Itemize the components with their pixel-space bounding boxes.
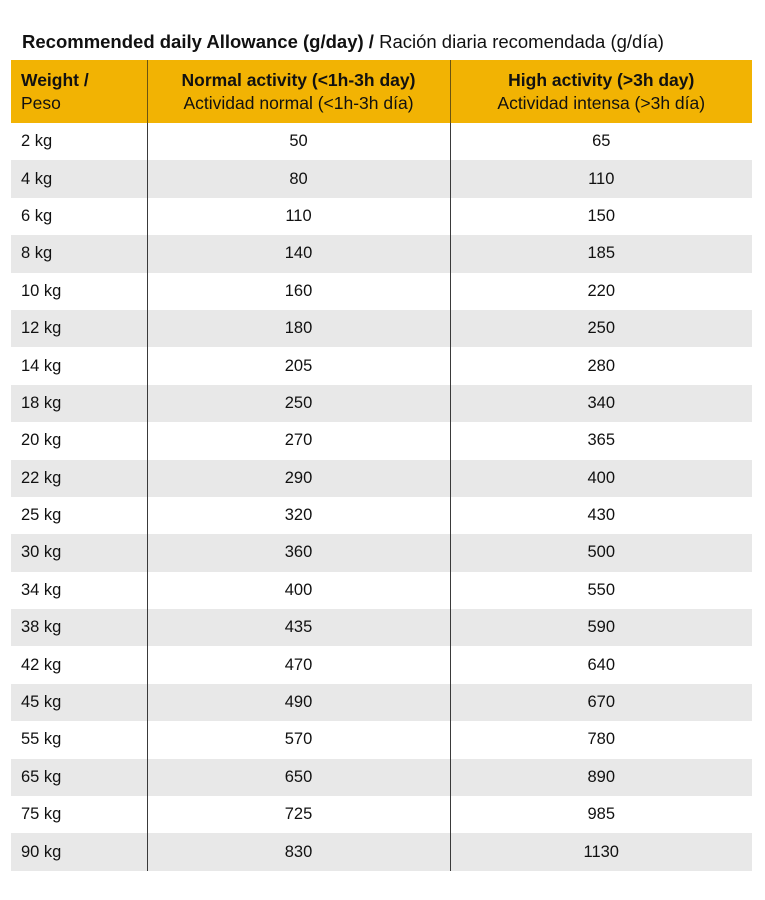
normal-activity-cell: 50 [147, 123, 450, 160]
normal-activity-cell: 290 [147, 460, 450, 497]
high-activity-cell: 110 [450, 160, 752, 197]
weight-cell: 30 kg [11, 534, 147, 571]
title-spanish: Ración diaria recomendada (g/día) [379, 31, 664, 52]
weight-cell: 20 kg [11, 422, 147, 459]
normal-activity-cell: 570 [147, 721, 450, 758]
weight-cell: 90 kg [11, 833, 147, 870]
table-row [11, 235, 752, 272]
high-activity-cell: 185 [450, 235, 752, 272]
high-activity-cell: 400 [450, 460, 752, 497]
normal-activity-cell: 470 [147, 646, 450, 683]
normal-activity-cell: 250 [147, 385, 450, 422]
table-row [11, 759, 752, 796]
weight-cell: 45 kg [11, 684, 147, 721]
page-title [22, 31, 664, 53]
table-row [11, 497, 752, 534]
weight-cell: 2 kg [11, 123, 147, 160]
normal-activity-cell: 140 [147, 235, 450, 272]
normal-activity-cell: 205 [147, 347, 450, 384]
title-english: Recommended daily Allowance (g/day) / [22, 31, 374, 52]
normal-activity-cell: 725 [147, 796, 450, 833]
weight-cell: 8 kg [11, 235, 147, 272]
weight-cell: 12 kg [11, 310, 147, 347]
high-activity-cell: 890 [450, 759, 752, 796]
high-activity-cell: 670 [450, 684, 752, 721]
high-activity-cell: 1130 [450, 833, 752, 870]
weight-cell: 14 kg [11, 347, 147, 384]
normal-activity-cell: 435 [147, 609, 450, 646]
normal-activity-cell: 160 [147, 273, 450, 310]
table-row [11, 198, 752, 235]
table-row [11, 460, 752, 497]
table-row [11, 273, 752, 310]
table-row [11, 721, 752, 758]
high-activity-cell: 985 [450, 796, 752, 833]
high-activity-cell: 65 [450, 123, 752, 160]
weight-cell: 18 kg [11, 385, 147, 422]
weight-cell: 34 kg [11, 572, 147, 609]
weight-cell: 65 kg [11, 759, 147, 796]
table-body [11, 123, 752, 871]
table-row [11, 310, 752, 347]
header-normal-activity [147, 60, 450, 123]
high-activity-cell: 590 [450, 609, 752, 646]
normal-activity-cell: 270 [147, 422, 450, 459]
high-activity-cell: 150 [450, 198, 752, 235]
weight-cell: 42 kg [11, 646, 147, 683]
weight-cell: 22 kg [11, 460, 147, 497]
table-row [11, 572, 752, 609]
weight-cell: 6 kg [11, 198, 147, 235]
normal-activity-cell: 80 [147, 160, 450, 197]
normal-activity-cell: 830 [147, 833, 450, 870]
high-activity-cell: 365 [450, 422, 752, 459]
high-activity-cell: 550 [450, 572, 752, 609]
table-row [11, 684, 752, 721]
normal-activity-cell: 400 [147, 572, 450, 609]
normal-activity-cell: 110 [147, 198, 450, 235]
weight-cell: 25 kg [11, 497, 147, 534]
normal-activity-cell: 180 [147, 310, 450, 347]
high-activity-cell: 220 [450, 273, 752, 310]
weight-cell: 55 kg [11, 721, 147, 758]
header-normal-es: Actividad normal (<1h-3h día) [183, 92, 414, 113]
feeding-table [11, 60, 752, 871]
high-activity-cell: 280 [450, 347, 752, 384]
weight-cell: 38 kg [11, 609, 147, 646]
table-row [11, 796, 752, 833]
header-weight-es: Peso [21, 92, 61, 113]
table-header [11, 60, 752, 123]
header-normal-en: Normal activity (<1h-3h day) [181, 69, 416, 90]
table-row [11, 609, 752, 646]
header-high-activity [450, 60, 752, 123]
table-row [11, 833, 752, 870]
normal-activity-cell: 320 [147, 497, 450, 534]
high-activity-cell: 640 [450, 646, 752, 683]
table-row [11, 123, 752, 160]
normal-activity-cell: 360 [147, 534, 450, 571]
table-row [11, 422, 752, 459]
weight-cell: 75 kg [11, 796, 147, 833]
normal-activity-cell: 650 [147, 759, 450, 796]
high-activity-cell: 780 [450, 721, 752, 758]
header-weight-en: Weight / [21, 69, 89, 90]
table-row [11, 347, 752, 384]
high-activity-cell: 430 [450, 497, 752, 534]
table-row [11, 160, 752, 197]
high-activity-cell: 500 [450, 534, 752, 571]
header-weight [11, 60, 147, 123]
header-high-es: Actividad intensa (>3h día) [497, 92, 706, 113]
header-row [11, 60, 752, 123]
table-row [11, 646, 752, 683]
weight-cell: 10 kg [11, 273, 147, 310]
weight-cell: 4 kg [11, 160, 147, 197]
normal-activity-cell: 490 [147, 684, 450, 721]
header-high-en: High activity (>3h day) [508, 69, 695, 90]
high-activity-cell: 250 [450, 310, 752, 347]
table-row [11, 385, 752, 422]
high-activity-cell: 340 [450, 385, 752, 422]
table-row [11, 534, 752, 571]
